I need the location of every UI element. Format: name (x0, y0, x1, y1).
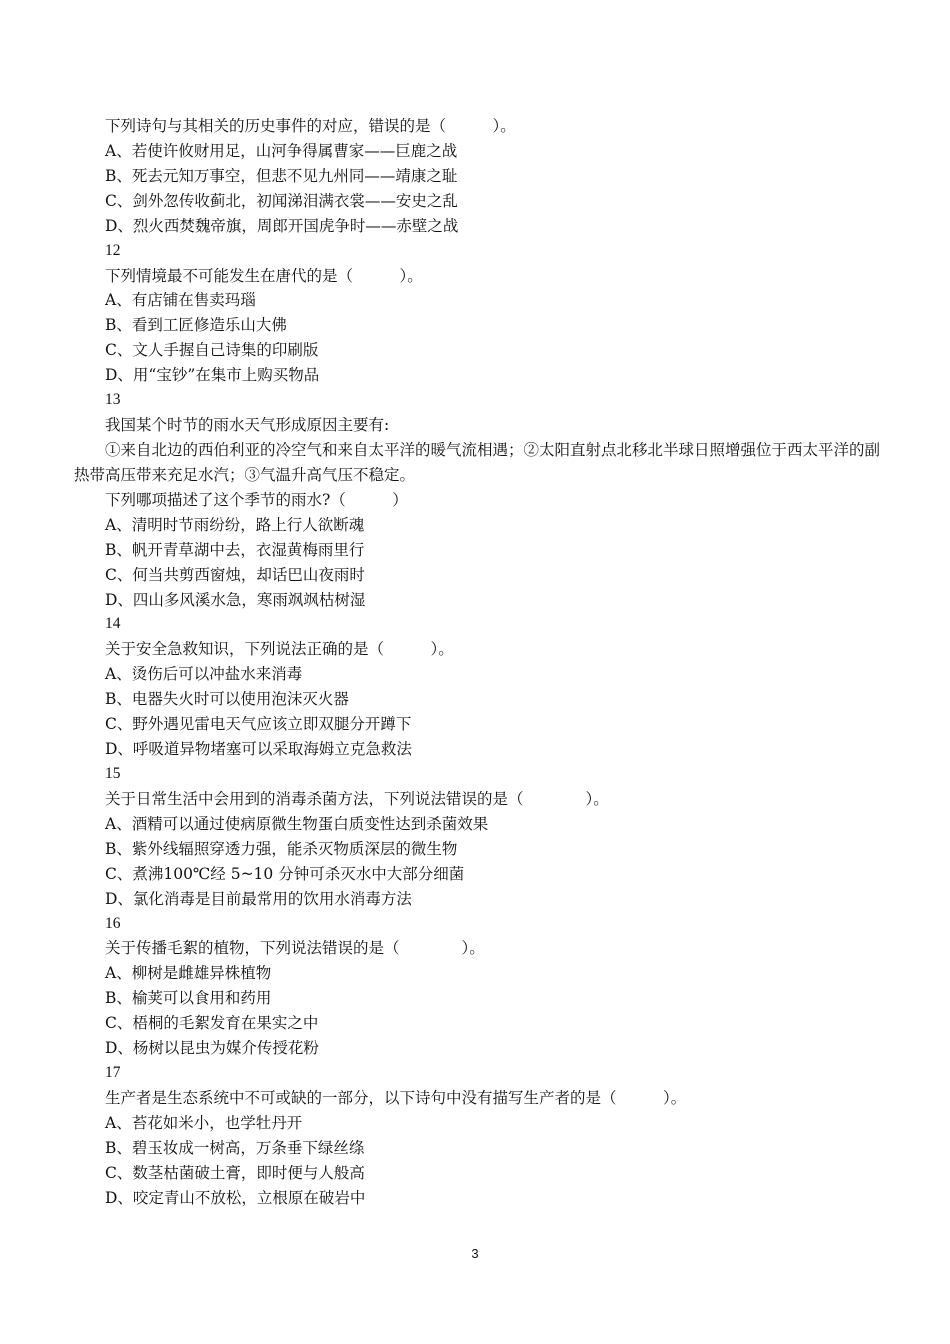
option-d: D、呼吸道异物堵塞可以采取海姆立克急救法 (105, 740, 412, 759)
question-stem: 下列诗句与其相关的历史事件的对应，错误的是（ ）。 (105, 117, 516, 135)
option-b: B、电器失火时可以使用泡沫灭火器 (105, 690, 349, 709)
question-number: 16 (105, 914, 121, 932)
question-number: 17 (105, 1064, 121, 1082)
question-number: 13 (105, 391, 121, 409)
option-d: D、烈火西焚魏帝旗，周郎开国虎争时——赤壁之战 (105, 216, 459, 235)
option-a: A、清明时节雨纷纷，路上行人欲断魂 (105, 515, 365, 534)
question-stem: 我国某个时节的雨水天气形成原因主要有: (105, 416, 390, 435)
option-a: A、有店铺在售卖玛瑙 (105, 291, 256, 310)
question-stem: 生产者是生态系统中不可或缺的一部分，以下诗句中没有描写生产者的是（ ）。 (105, 1088, 687, 1107)
option-a: A、酒精可以通过使病原微生物蛋白质变性达到杀菌效果 (105, 814, 489, 833)
question-stem: 关于日常生活中会用到的消毒杀菌方法，下列说法错误的是（ ）。 (105, 789, 609, 808)
option-a: A、若使许攸财用足，山河争得属曹家——巨鹿之战 (105, 141, 458, 160)
option-d: D、杨树以昆虫为媒介传授花粉 (105, 1039, 319, 1058)
page-number: 3 (471, 1246, 479, 1261)
question-number: 14 (105, 615, 121, 633)
option-c: C、煮沸100℃经 5~10 分钟可杀灭水中大部分细菌 (105, 864, 465, 883)
question-stem: 关于安全急救知识，下列说法正确的是（ ）。 (105, 640, 454, 659)
option-a: A、烫伤后可以冲盐水来消毒 (105, 665, 303, 684)
question-prompt: 下列哪项描述了这个季节的雨水?（ ） (105, 490, 408, 509)
option-c: C、何当共剪西窗烛，却话巴山夜雨时 (105, 565, 365, 584)
question-list (74, 114, 884, 1211)
option-c: C、数茎枯菌破土膏，即时便与人般高 (105, 1163, 365, 1182)
option-b: B、死去元知万事空，但悲不见九州同——靖康之耻 (105, 166, 458, 185)
option-b: B、榆荚可以食用和药用 (105, 989, 272, 1008)
option-b: B、看到工匠修造乐山大佛 (105, 316, 287, 335)
question-stem: 下列情境最不可能发生在唐代的是（ ）。 (105, 266, 423, 285)
option-c: C、野外遇见雷电天气应该立即双腿分开蹲下 (105, 715, 412, 734)
option-d: D、氯化消毒是目前最常用的饮用水消毒方法 (105, 889, 412, 908)
option-b: B、紫外线辐照穿透力强，能杀灭物质深层的微生物 (105, 839, 458, 858)
question-detail: ①来自北边的西伯利亚的冷空气和来自太平洋的暖气流相遇；②太阳直射点北移北半球日照增强位于西太平洋的副热带高压带来充足水汽；③气温升高气压不稳定。 (74, 440, 881, 484)
question-number: 12 (105, 241, 121, 259)
option-a: A、苔花如米小，也学牡丹开 (105, 1113, 303, 1132)
option-d: D、四山多风溪水急，寒雨飒飒枯树湿 (105, 590, 366, 609)
option-a: A、柳树是雌雄异株植物 (105, 964, 272, 983)
question-stem: 关于传播毛絮的植物，下列说法错误的是（ ）。 (105, 939, 485, 958)
option-d: D、用“宝钞”在集市上购买物品 (105, 366, 320, 385)
option-d: D、咬定青山不放松，立根原在破岩中 (105, 1188, 366, 1207)
option-c: C、文人手握自己诗集的印刷版 (105, 341, 319, 360)
question-number: 15 (105, 765, 121, 782)
option-c: C、梧桐的毛絮发育在果实之中 (105, 1014, 319, 1033)
option-b: B、帆开青草湖中去，衣湿黄梅雨里行 (105, 540, 365, 559)
option-b: B、碧玉妆成一树高，万条垂下绿丝绦 (105, 1138, 365, 1157)
option-c: C、剑外忽传收蓟北，初闻涕泪满衣裳——安史之乱 (105, 191, 458, 210)
